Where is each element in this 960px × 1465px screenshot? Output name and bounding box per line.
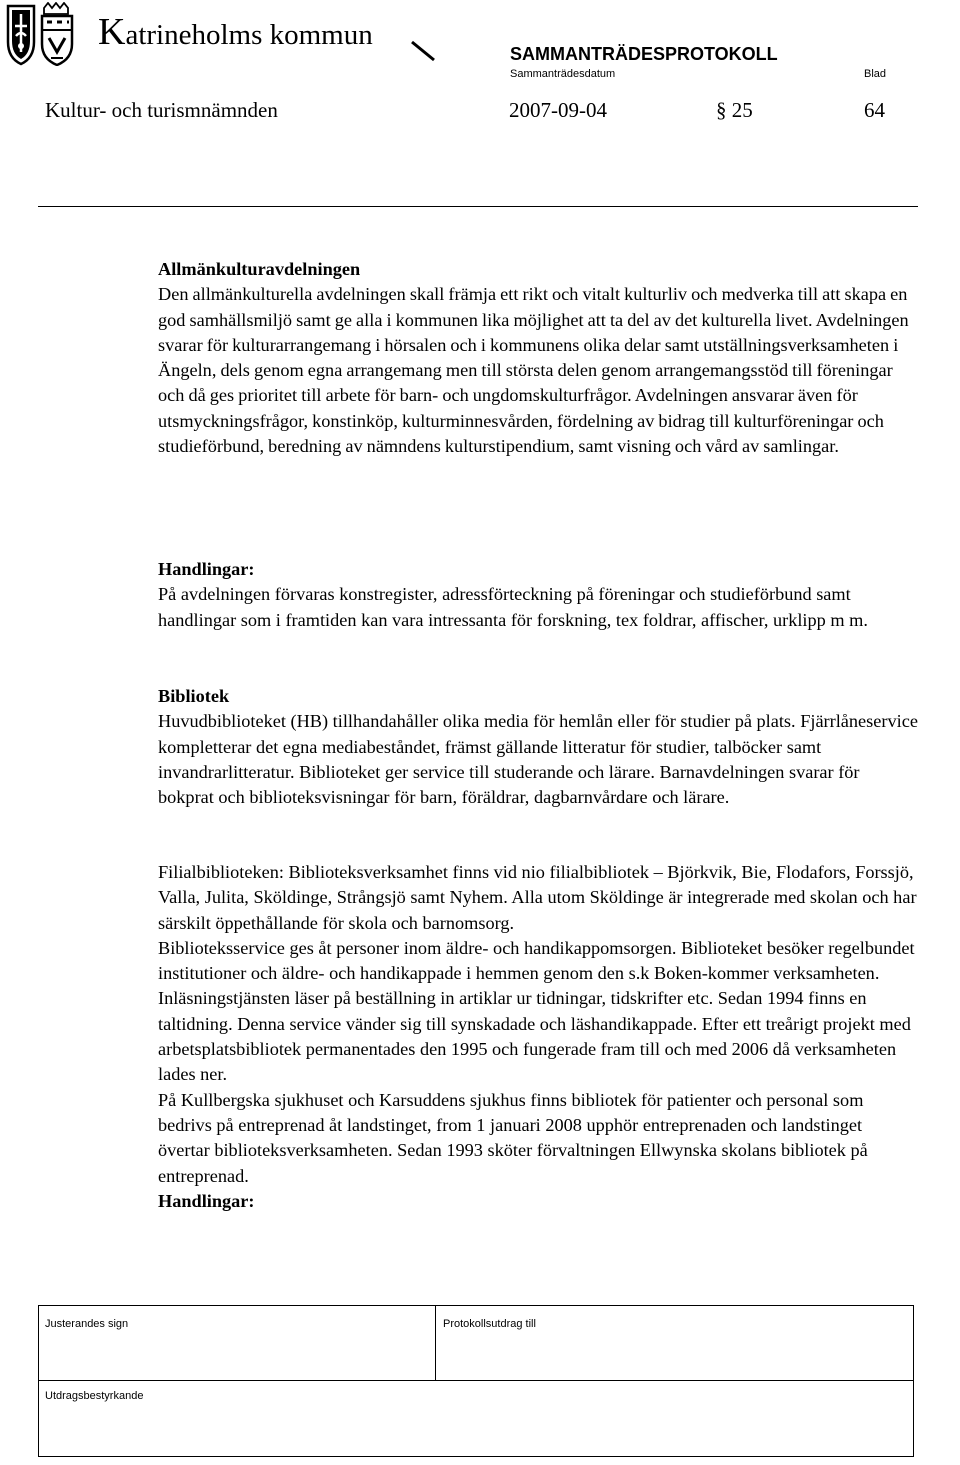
bibliotek-heading: Bibliotek [158,686,230,706]
allmankultur-section [158,257,918,459]
protokollsutdrag-label: Protokollsutdrag till [443,1318,536,1330]
allmankultur-paragraph: Den allmänkulturella avdelningen skall främja ett rikt och vitalt kulturliv och medverka till att skapa en god samhällsmiljö samt ge alla i kommunen lika möjlighet att ta del av det kulturella livet. Avdelningen svarar för kulturarrangemang i hörsalen och i kommunens olika delar samt utställningsverksamheten i Ängeln, dels genom egna arrangemang men till största delen genom arrangemangsstöd till föreningar och då ges prioritet till arbete för barn- och ungdomskulturfrågor. Avdelningen ansvarar även för utsmyckningsfrågor, konstinköp, kulturminnesvården, fördelning av bidrag till kulturföreningar och studieförbund, beredning av nämndens kulturstipendium, samt visning och vård av samlingar. [158,284,909,457]
handlingar-heading-2: Handlingar: [158,1190,255,1211]
bibliotek-paragraph: Huvudbiblioteket (HB) tillhandahåller olika media för hemlån eller för studier på plats. Fjärrlåneservice kompletterar det egna mediabeståndet, främst gällande litteratur för studier, talböcker samt invandrarlitteratur. Biblioteket ger service till studerande och lärare. Barnavdelningen svarar för bokprat och biblioteksvisningar för barn, föräldrar, dagbarnvårdare och lärare. [158,711,918,808]
bibliotek-section [158,684,918,810]
header-divider [38,206,918,207]
organization-name [98,10,373,54]
org-name-initial: K [98,11,126,53]
document-type: SAMMANTRÄDESPROTOKOLL [510,44,778,64]
page-label: Blad [864,68,887,80]
biblioteksservice-paragraph: Biblioteksservice ges åt personer inom äldre- och handikappomsorgen. Biblioteket besöker regelbundet institutioner och äldre- och handikappade i hemmen genom den s.k Boken-kommer verksamheten. Inläsningstjänsten läser på beställning in artiklar ur tidningar, tidskrifter etc. Sedan 1994 finns en taltidning. Denna service vänder sig till synskadade och läshandikappade. Efter ett treårigt projekt med arbetsplatsbibliotek permanentades den 1995 och fungerade fram till och med 2006 då verksamheten lades ner. [158,937,915,1085]
committee-name: Kultur- och turismnämnden [45,98,278,122]
handlingar-section-1 [158,557,918,633]
page-number: 64 [864,98,885,122]
handlingar-paragraph-1: På avdelningen förvaras konstregister, adressförteckning på föreningar och studieförbund samt handlingar som i framtiden kan vara intressanta för forskning, tex foldrar, affischer, urklipp m m. [158,584,868,630]
utdragsbestyrkande-label: Utdragsbestyrkande [45,1390,144,1402]
logo-swoosh-icon [410,40,440,67]
signature-table-divider-horizontal [39,1380,913,1381]
municipality-coat-of-arms-logo [2,2,82,66]
signature-table-divider-vertical [435,1306,436,1380]
meeting-date: 2007-09-04 [509,98,607,122]
justerandes-sign-label: Justerandes sign [45,1318,129,1330]
filialbibliotek-paragraph: Filialbiblioteken: Biblioteksverksamhet finns vid nio filialbibliotek – Björkvik, Bie, Flodafors, Forssjö, Valla, Julita, Sköldinge, Strångsjö samt Nyhem. Alla utom Sköldinge är integrerade med skolan och har särskilt öppethållande för skola och barnomsorg. [158,862,917,933]
handlingar-heading-1: Handlingar: [158,559,255,579]
kullbergska-paragraph: På Kullbergska sjukhuset och Karsuddens sjukhus finns bibliotek för patienter och personal som bedrivs på entreprenad åt landstinget, from 1 januari 2008 upphör entreprenaden och landstinget övertar biblioteksverksamheten. Sedan 1993 sköter förvaltningen Ellwynska skolans bibliotek på entreprenad. [158,1089,868,1186]
filialbibliotek-section [158,860,918,1214]
allmankultur-heading: Allmänkulturavdelningen [158,259,361,279]
meeting-date-label: Sammanträdesdatum [510,68,616,80]
org-name-rest: atrineholms kommun [125,19,373,51]
section-number: § 25 [716,98,753,122]
signature-table [38,1305,914,1457]
